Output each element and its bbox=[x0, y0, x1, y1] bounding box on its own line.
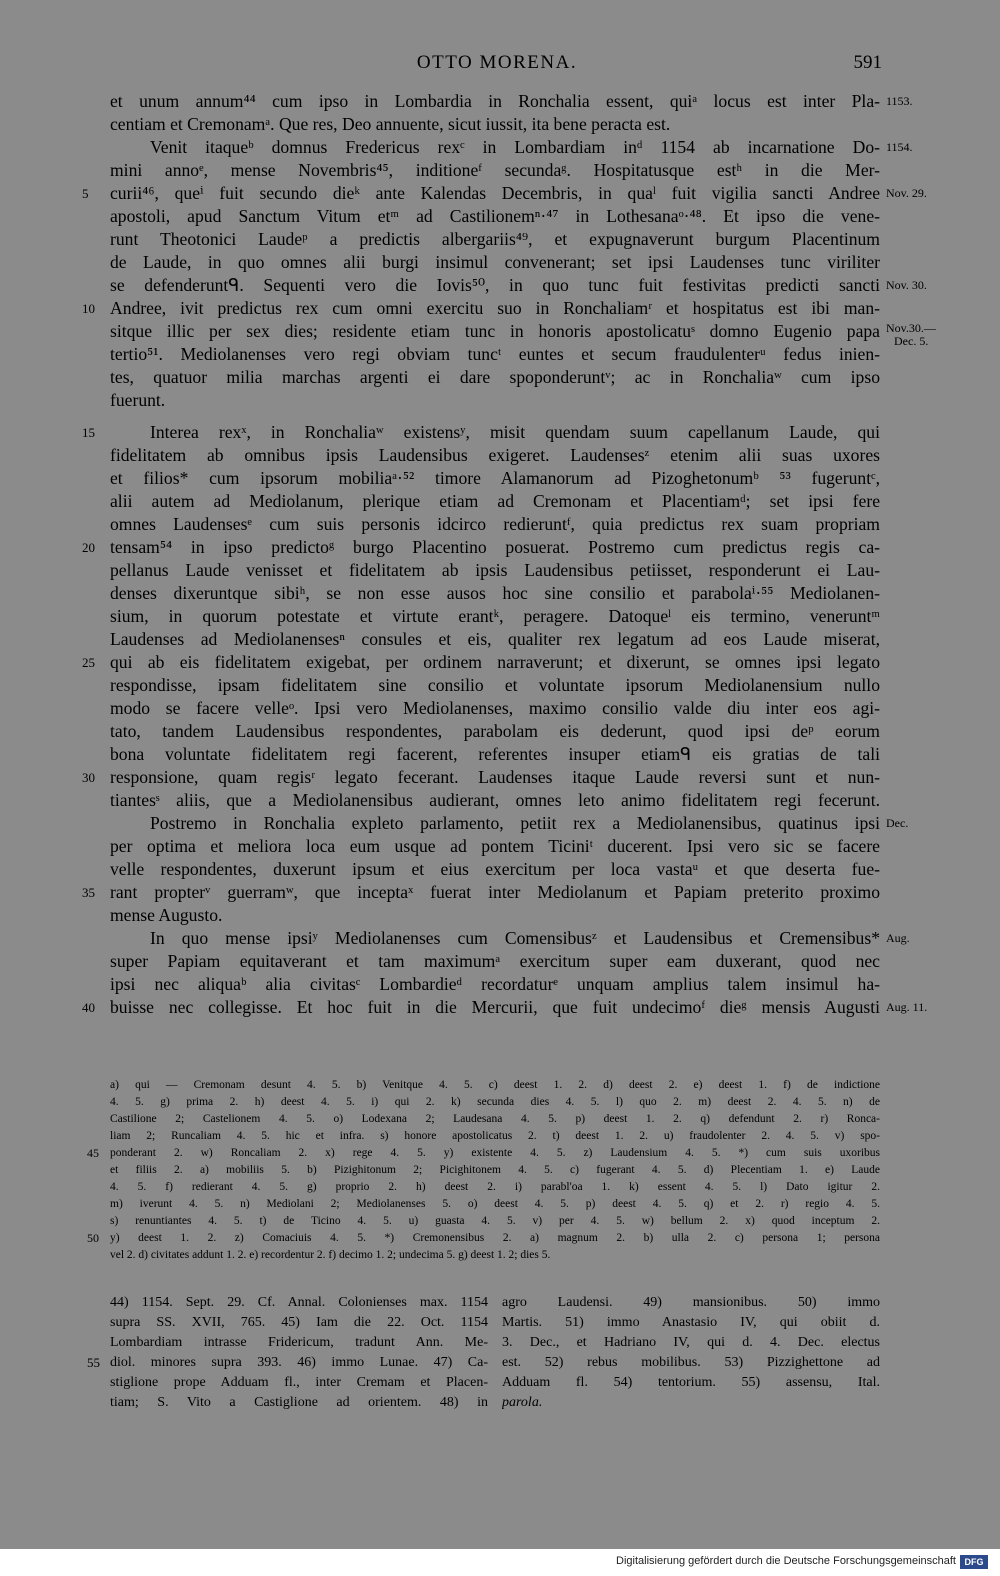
text-line: et filios* cum ipsorum mobiliaᵃ·⁵² timore Alamanorum ad Pizoghetonumᵇ ⁵³ fugeruntᶜ, bbox=[110, 468, 880, 488]
margin-date: Nov. 30. bbox=[886, 278, 927, 292]
variant-line: liam 2; Runcaliam 4. 5. hic et infra. s) honore apostolicatus 2. t) deest 1. 2. u) fraudolenter 2. 4. 5. v) spo- bbox=[110, 1130, 880, 1142]
text-line: rant propterᵛ guerramʷ, que inceptaˣ fuerat inter Mediolanum et Papiam preterito proximo bbox=[110, 882, 880, 902]
line-number: 10 bbox=[82, 301, 95, 316]
text-line: buisse nec collegisse. Et hoc fuit in die Mercurii, que fuit undecimoᶠ dieᵍ mensis Augusti bbox=[110, 997, 880, 1017]
line-number: 30 bbox=[82, 770, 95, 785]
text-line: fuerunt. bbox=[110, 390, 166, 410]
text-line: responsione, quam regisʳ legato fecerant. Laudenses itaque Laude reversi sunt et nun- bbox=[110, 767, 880, 787]
text-line: Venit itaqueᵇ domnus Fredericus rexᶜ in Lombardiam inᵈ 1154 ab incarnatione Do- bbox=[150, 137, 880, 157]
note-line: Martis. 51) immo Anastasio IV, qui obiit d. bbox=[502, 1315, 880, 1330]
note-line: Adduam fl. 54) tentorium. 55) assensu, Ital. bbox=[502, 1375, 880, 1390]
text-line: et unum annum⁴⁴ cum ipso in Lombardia in Ronchalia essent, quiᵃ locus est inter Pla- bbox=[110, 91, 880, 111]
text-line: Interea rexˣ, in Ronchaliaʷ existensʸ, misit quendam suum capellanum Laude, qui bbox=[150, 422, 880, 442]
margin-date: Dec. bbox=[886, 816, 909, 830]
text-line: apostoli, apud Sanctum Vitum etᵐ ad Castilionemⁿ·⁴⁷ in Lothesanaᵒ·⁴⁸. Et ipso die vene- bbox=[110, 206, 880, 226]
running-header bbox=[112, 52, 882, 76]
text-line: mini annoᵉ, mense Novembris⁴⁵, inditioneᶠ secundaᵍ. Hospitatusque estʰ in die Mer- bbox=[110, 160, 880, 180]
text-line: curii⁴⁶, queⁱ fuit secundo dieᵏ ante Kalendas Decembris, in quaˡ fuit vigilia sancti Andree bbox=[110, 183, 880, 203]
variant-line: Castilione 2; Castelionem 4. 5. o) Lodexana 2; Laudesana 4. 5. p) deest 1. 2. q) defendunt 2. r) Ronca- bbox=[110, 1113, 880, 1125]
line-number: 25 bbox=[82, 655, 95, 670]
text-line: velle respondentes, duxerunt ipsum et eius exercitum per loca vastaᵘ et que deserta fue- bbox=[110, 859, 880, 879]
text-line: qui ab eis fidelitatem exigebat, per ordinem narraverunt; et dixerunt, se omnes ipsi legato bbox=[110, 652, 880, 672]
variant-line: y) deest 1. 2. z) Comaciuis 4. 5. *) Cremonensibus 2. a) magnum 2. b) ulla 2. c) persona 1; persona bbox=[110, 1232, 880, 1244]
text-line: mense Augusto. bbox=[110, 905, 223, 925]
note-line: est. 52) rebus mobilibus. 53) Pizzighettone ad bbox=[502, 1355, 880, 1370]
text-line: Postremo in Ronchalia expleto parlamento, petiit rex a Mediolanensibus, quatinus ipsi bbox=[150, 813, 880, 833]
text-line: bona voluntate fidelitatem regi facerent, referentes insuper etiamᑫ eis gratias de tali bbox=[110, 744, 880, 764]
variant-line: a) qui — Cremonam desunt 4. 5. b) Venitque 4. 5. c) deest 1. 2. d) deest 2. e) deest 1. f) de indictione bbox=[110, 1079, 880, 1091]
text-line: tensam⁵⁴ in ipso predictoᵍ burgo Placentino posuerat. Postremo cum predictus regis ca- bbox=[110, 537, 880, 557]
note-line: agro Laudensi. 49) mansionibus. 50) immo bbox=[502, 1295, 880, 1310]
line-number: 5 bbox=[82, 186, 89, 201]
margin-date: Nov.30.— bbox=[886, 321, 936, 335]
note-line: stiglione prope Adduam fl., inter Cremam et Placen- bbox=[110, 1375, 488, 1390]
margin-date: Aug. 11. bbox=[886, 1000, 928, 1014]
text-line: respondisse, ipsam fidelitatem sine consilio et voluntate ipsorum Mediolanensium nullo bbox=[110, 675, 880, 695]
variant-line: 4. 5. g) prima 2. h) deest 4. 5. i) qui 2. k) secunda dies 4. 5. l) quo 2. m) deest 2. 4. 5. n) de bbox=[110, 1096, 880, 1108]
text-line: In quo mense ipsiʸ Mediolanenses cum Comensibusᶻ et Laudensibus et Cremensibus* bbox=[150, 928, 880, 948]
text-line: tato, tandem Laudensibus respondentes, parabolam eis dederunt, quod ipsi deᵖ eorum bbox=[110, 721, 880, 741]
line-number: 50 bbox=[87, 1231, 99, 1245]
text-line: Laudenses ad Mediolanensesⁿ consules et eis, qualiter rex legatum ad eos Laude miserat, bbox=[110, 629, 880, 649]
text-line: per optima et meliora loca eum usque ad pontem Ticiniᵗ ducerent. Ipsi vero sic se facere bbox=[110, 836, 880, 856]
text-line: ipsi nec aliquaᵇ alia civitasᶜ Lombardieᵈ recordaturᵉ unquam amplius talem insimul ha- bbox=[110, 974, 880, 994]
note-line: Lombardiam intrasse Fridericum, tradunt Ann. Me- bbox=[110, 1335, 488, 1350]
running-title: OTTO MORENA. bbox=[416, 52, 578, 73]
variant-line: vel 2. d) civitates addunt 1. 2. e) recordentur 2. f) decimo 1. 2; undecima 5. g) deest 1. 2; dies 5. bbox=[110, 1249, 551, 1261]
note-line: diol. minores supra 393. 46) immo Lunae. 47) Ca- bbox=[110, 1355, 488, 1370]
variant-line: m) iverunt 4. 5. n) Mediolani 2; Mediolanenses 5. o) deest 4. 5. p) deest 4. 5. q) et 2. r) regio 4. 5. bbox=[110, 1198, 880, 1210]
margin-date: 1154. bbox=[886, 140, 913, 154]
variant-line: ponderant 2. w) Roncaliam 2. x) rege 4. 5. y) existente 4. 5. z) Laudensium 4. 5. *) cum suis uxoribus bbox=[110, 1147, 880, 1159]
text-line: super Papiam equitaverant et tam maximumᵃ exercitum super eam duxerant, quod nec bbox=[110, 951, 880, 971]
dfg-logo: DFG bbox=[960, 1555, 988, 1569]
note-line: parola. bbox=[502, 1395, 543, 1410]
text-line: fidelitatem ab omnibus ipsis Laudensibus exigeret. Laudensesᶻ etenim alii suas uxores bbox=[110, 445, 880, 465]
text-line: omnes Laudensesᵉ cum suis personis idcirco redieruntᶠ, quia predictus rex suam propriam bbox=[110, 514, 880, 534]
note-line: tiam; S. Vito a Castiglione ad orientem. 48) in bbox=[110, 1395, 488, 1410]
digitization-footer bbox=[0, 1549, 1000, 1576]
text-line: se defenderuntᑫ. Sequenti vero die Iovis⁵⁰, in quo tunc fuit festivitas predicti sancti bbox=[110, 275, 880, 295]
variant-line: 4. 5. f) redierant 4. 5. g) proprio 2. h) deest 2. i) parabl'oa 1. k) essent 4. 5. l) Dato igitur 2. bbox=[110, 1181, 880, 1193]
text-line: runt Theotonici Laudeᵖ a predictis albergariis⁴⁹, et expugnaverunt burgum Placentinum bbox=[110, 229, 880, 249]
margin-date: Dec. 5. bbox=[894, 334, 929, 348]
line-number: 15 bbox=[82, 425, 95, 440]
variant-line: s) renuntiantes 4. 5. t) de Ticino 4. 5. u) guasta 4. 5. v) per 4. 5. w) bellum 2. x) quod inceptum 2. bbox=[110, 1215, 880, 1227]
text-line: Andree, ivit predictus rex cum omni exercitu suo in Ronchaliamʳ et hospitatus est ibi man- bbox=[110, 298, 880, 318]
text-line: sitque illic per sex dies; residente etiam tunc in honoris apostolicatuˢ domno Eugenio papa bbox=[110, 321, 880, 341]
text-line: centiam et Cremonamᵃ. Que res, Deo annuente, sicut iussit, ita bene peracta est. bbox=[110, 114, 671, 134]
text-line: pellanus Laude venisset et fidelitatem ab ipsis Laudensibus petiisset, responderunt ei Lau- bbox=[110, 560, 880, 580]
line-number: 35 bbox=[82, 885, 95, 900]
line-number: 20 bbox=[82, 540, 95, 555]
funding-notice: Digitalisierung gefördert durch die Deutsche Forschungsgemeinschaft bbox=[616, 1555, 956, 1567]
page-number: 591 bbox=[853, 52, 882, 73]
text-line: tiantesˢ aliis, que a Mediolanensibus audierant, omnes leto animo fidelitatem regi fecerunt. bbox=[110, 790, 880, 810]
text-line: denses dixeruntque sibiʰ, se non esse ausos hoc sine consilio et parabolaⁱ·⁵⁵ Mediolanen- bbox=[110, 583, 880, 603]
margin-date: 1153. bbox=[886, 94, 913, 108]
variant-line: et filiis 2. a) mobiliis 5. b) Pizighitonum 2; Picighitonem 4. 5. c) fugerant 4. 5. d) Plecentiam 1. e) Laude bbox=[110, 1164, 880, 1176]
text-line: sium, in quorum potestate et virtute erantᵏ, peragere. Datoqueˡ eis termino, veneruntᵐ bbox=[110, 606, 880, 626]
note-line: supra SS. XVII, 765. 45) Iam die 22. Oct. 1154 bbox=[110, 1315, 488, 1330]
text-line: alii autem ad Mediolanum, plerique etiam ad Cremonam et Placentiamᵈ; set ipsi fere bbox=[110, 491, 880, 511]
text-line: tertio⁵¹. Mediolanenses vero regi obviam tuncᵗ euntes et secum fraudulenterᵘ fedus inien- bbox=[110, 344, 880, 364]
note-line: 3. Dec., et Hadriano IV, qui d. 4. Dec. electus bbox=[502, 1335, 880, 1350]
line-number: 45 bbox=[87, 1146, 99, 1160]
note-line: 44) 1154. Sept. 29. Cf. Annal. Colonienses max. 1154 bbox=[110, 1295, 488, 1310]
text-line: de Laude, in quo omnes alii burgi insimul convenerant; set ipsi Laudenses tunc viriliter bbox=[110, 252, 880, 272]
text-line: modo se facere velleᵒ. Ipsi vero Mediolanenses, maximo consilio valde diu inter eos agi- bbox=[110, 698, 880, 718]
line-number: 55 bbox=[87, 1355, 100, 1370]
text-line: tes, quatuor milia marchas argenti ei dare spoponderuntᵛ; ac in Ronchaliaʷ cum ipso bbox=[110, 367, 880, 387]
margin-date: Aug. bbox=[886, 931, 910, 945]
margin-date: Nov. 29. bbox=[886, 186, 927, 200]
line-number: 40 bbox=[82, 1000, 95, 1015]
